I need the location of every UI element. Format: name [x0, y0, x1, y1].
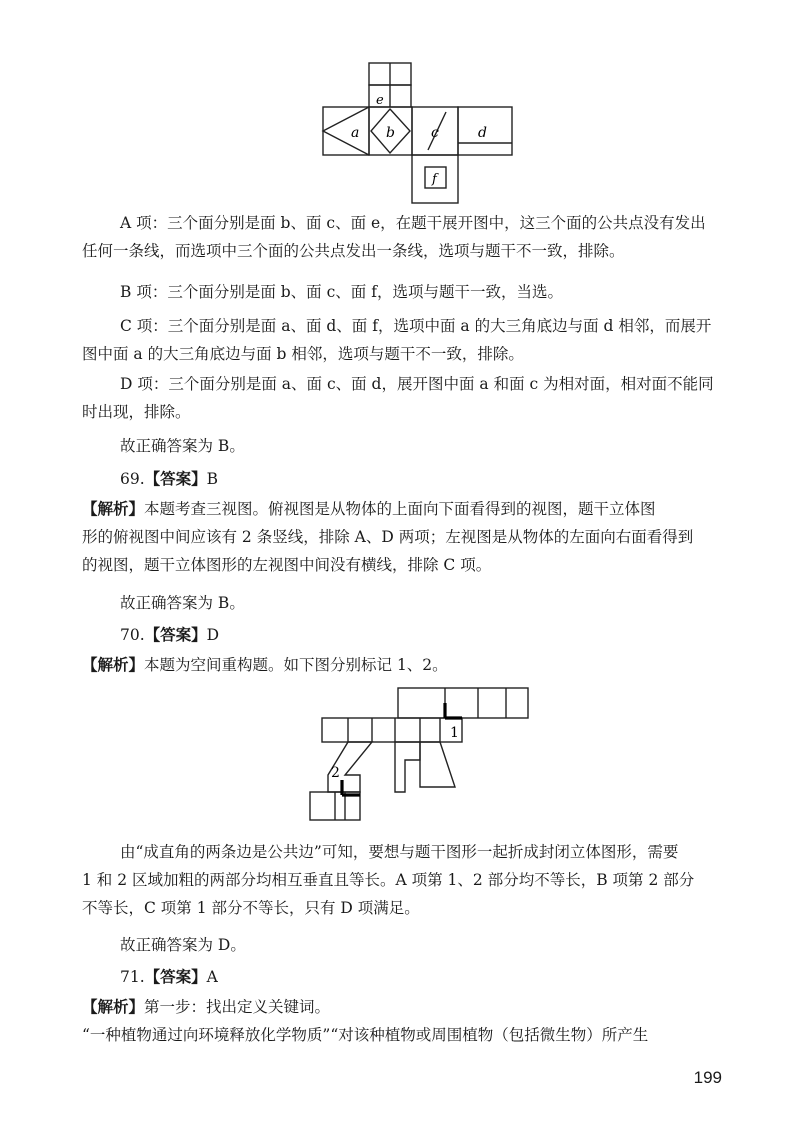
option-c-line1: C 项：三个面分别是面 a、面 d、面 f，选项中面 a 的大三角底边与面 d 相邻，而展开	[120, 317, 712, 335]
q70-conclusion: 故正确答案为 D。	[120, 936, 246, 954]
label-b: b	[386, 125, 395, 141]
label-d: d	[478, 125, 487, 141]
q70-answer	[120, 621, 722, 649]
q69-answer-tag: 【答案】	[144, 469, 207, 488]
q69-number: 69.	[120, 470, 145, 488]
q69-conclusion: 故正确答案为 B。	[120, 594, 245, 612]
option-a-line1: A 项：三个面分别是面 b、面 c、面 e，在题干展开图中，这三个面的公共点没有发出	[120, 214, 706, 232]
q71-analysis-line1	[82, 993, 722, 1021]
q71-analysis-tag: 【解析】	[82, 997, 145, 1016]
option-d-line2: 时出现，排除。	[82, 403, 191, 421]
q71-line1-text: 第一步：找出定义关键词。	[144, 998, 331, 1016]
q69-analysis-line2: 形的俯视图中间应该有 2 条竖线，排除 A、D 两项；左视图是从物体的左面向右面看得到	[82, 528, 694, 546]
label-a: a	[351, 125, 360, 141]
option-b-paragraph: B 项：三个面分别是面 b、面 c、面 f，选项与题干一致，当选。	[120, 283, 563, 301]
option-d-line1: D 项：三个面分别是面 a、面 c、面 d，展开图中面 a 和面 c 为相对面，相对面不能同	[120, 375, 714, 393]
q69-answer-value: B	[206, 470, 219, 488]
q69-analysis-line1	[82, 495, 722, 523]
option-a-paragraph	[82, 209, 722, 265]
q69-analysis-line3: 的视图，题干立体图形的左视图中间没有横线，排除 C 项。	[82, 556, 492, 574]
q71-analysis-line2: “一种植物通过向环境释放化学物质”“对该种植物或周围植物（包括微生物）所产生	[82, 1026, 649, 1044]
q70-explanation	[82, 838, 722, 922]
q69-answer	[120, 465, 722, 493]
cube-net-figure	[0, 58, 800, 208]
q70-answer-value: D	[206, 626, 220, 644]
spatial-reconstruction-figure	[0, 683, 800, 828]
label-e: e	[376, 93, 384, 108]
q70-explanation-line3: 不等长，C 项第 1 部分不等长，只有 D 项满足。	[82, 899, 420, 917]
option-d-paragraph	[82, 370, 722, 426]
page-number: 199	[693, 1068, 722, 1087]
q71-analysis	[82, 993, 722, 1049]
q70-analysis-line1: 本题为空间重构题。如下图分别标记 1、2。	[144, 656, 448, 674]
q69-analysis	[82, 495, 722, 579]
q70-answer-tag: 【答案】	[144, 625, 207, 644]
option-a-line2: 任何一条线，而选项中三个面的公共点发出一条线，选项与题干不一致，排除。	[82, 242, 625, 260]
conclusion-68: 故正确答案为 B。	[120, 437, 245, 455]
q69-line1-text: 本题考查三视图。俯视图是从物体的上面向下面看得到的视图，题干立体图	[144, 500, 656, 518]
q71-number: 71.	[120, 968, 145, 986]
q70-explanation-line2: 1 和 2 区域加粗的两部分均相互垂直且等长。A 项第 1、2 部分均不等长，B 项第 2 部分	[82, 871, 695, 889]
label-c: c	[431, 125, 439, 141]
q71-answer	[120, 963, 722, 991]
q70-analysis-tag: 【解析】	[82, 655, 145, 674]
q70-analysis	[82, 651, 722, 679]
q71-answer-value: A	[206, 968, 218, 986]
option-c-paragraph	[82, 312, 722, 368]
q71-answer-tag: 【答案】	[144, 967, 207, 986]
marker-1: 1	[450, 725, 459, 741]
marker-2: 2	[331, 765, 340, 781]
q69-analysis-tag: 【解析】	[82, 499, 145, 518]
q70-number: 70.	[120, 626, 145, 644]
option-c-line2: 图中面 a 的大三角底边与面 b 相邻，选项与题干不一致，排除。	[82, 345, 524, 363]
label-f: f	[432, 172, 437, 187]
q70-explanation-line1: 由“成直角的两条边是公共边”可知，要想与题干图形一起折成封闭立体图形，需要	[120, 843, 679, 861]
